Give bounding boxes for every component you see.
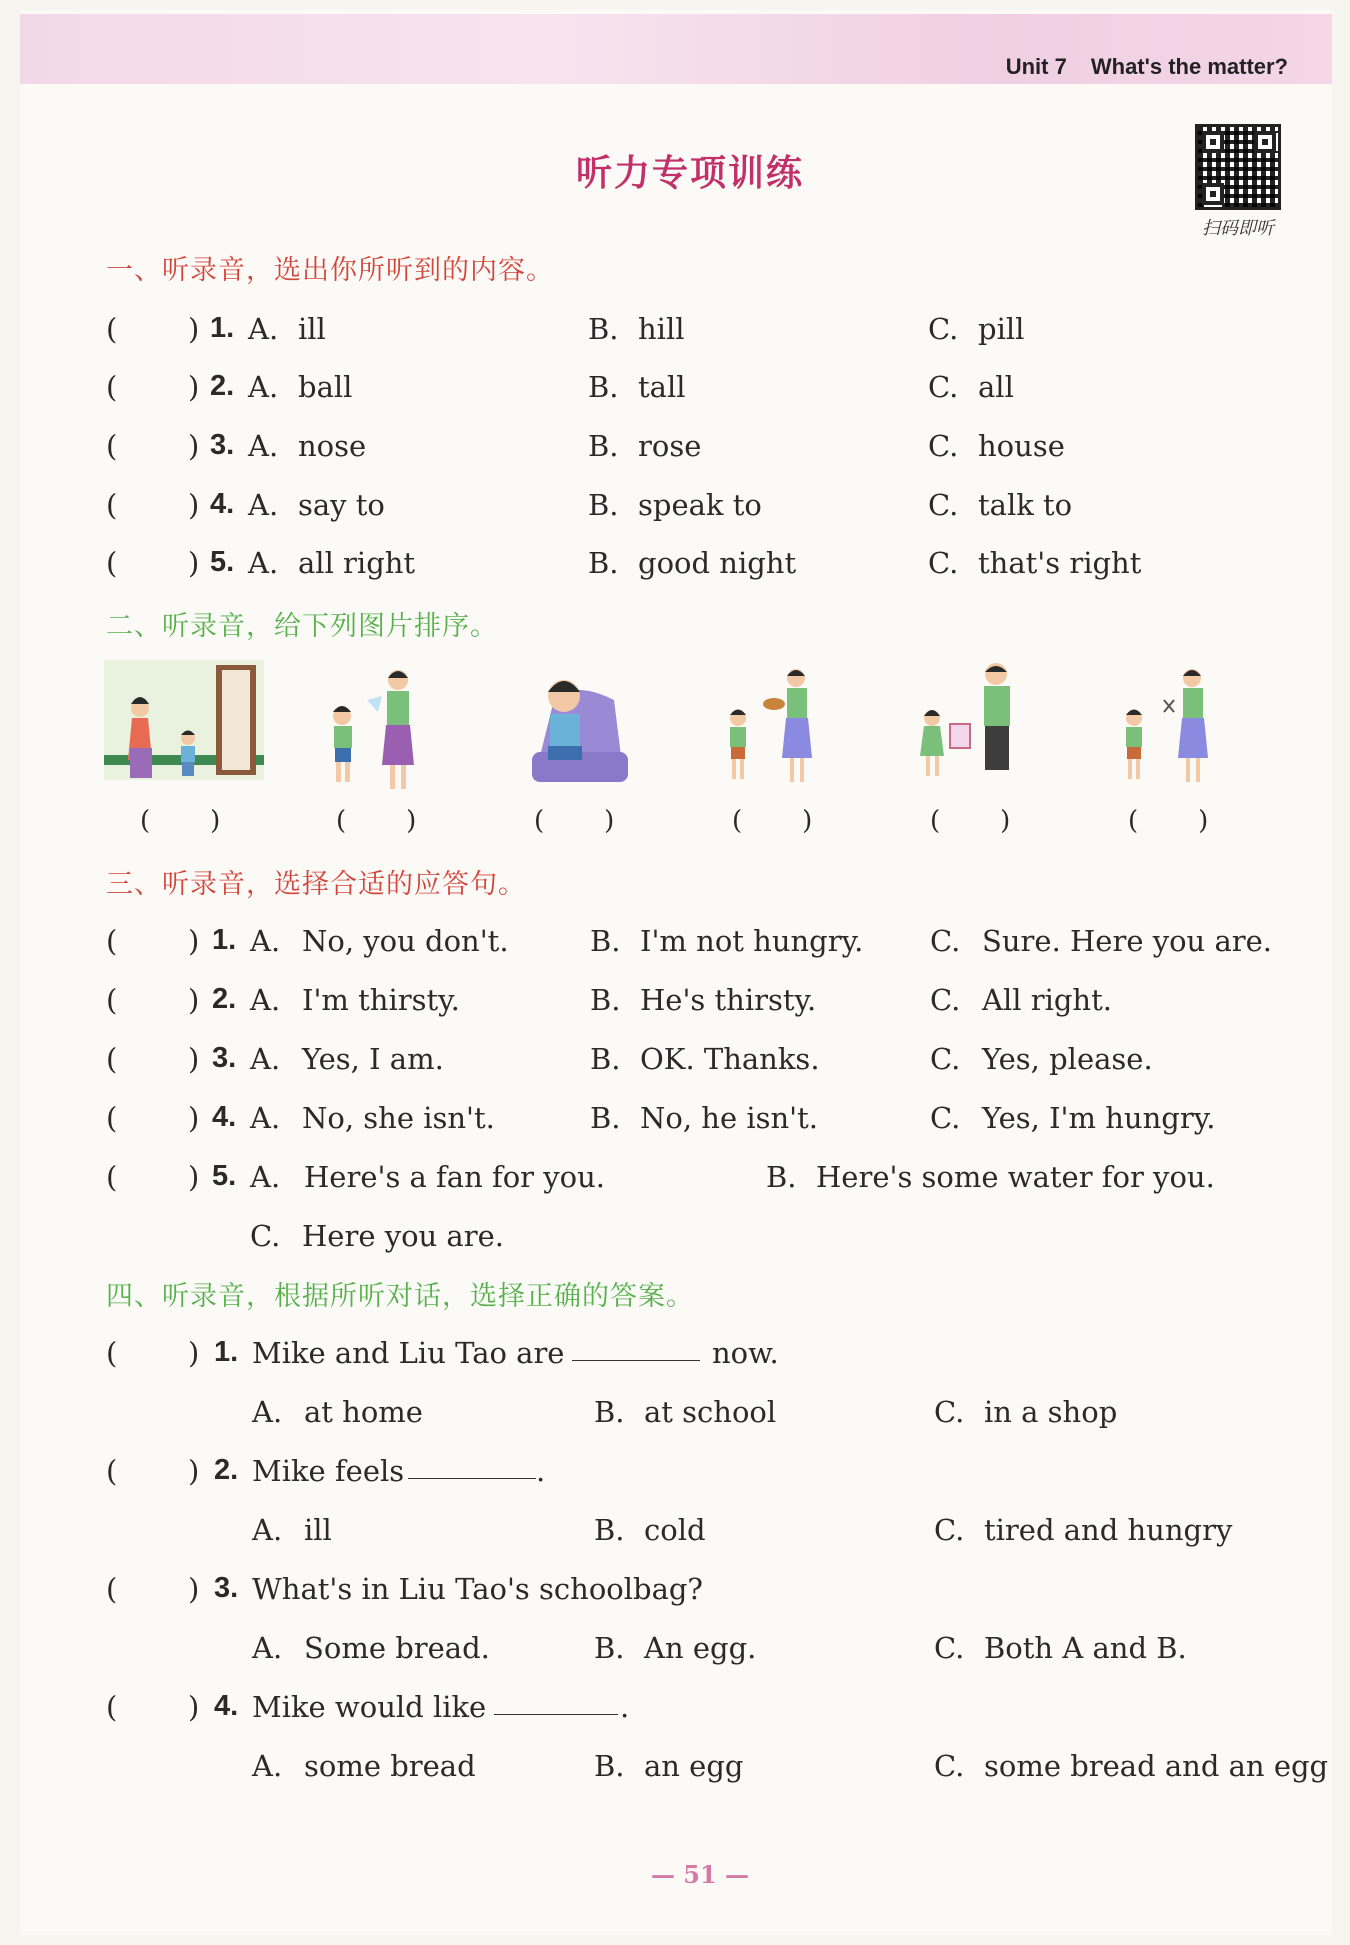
picture-3-answer[interactable]: ( ) [534, 806, 615, 836]
s4-q1-options: A. at home B. at school C. in a shop [252, 1395, 1118, 1429]
s1-q1: ( ) 1. A. ill B. hill C. pill [106, 312, 1025, 346]
unit-header [1006, 54, 1288, 80]
s3-q2: ( ) 2. A. I'm thirsty. B. He's thirsty. C. All right. [106, 983, 1112, 1017]
s4-q1-stem: ( ) 1. Mike and Liu Tao are now. [106, 1336, 779, 1370]
qr-code-icon[interactable] [1195, 124, 1281, 210]
unit-title: What's the matter? [1090, 54, 1288, 79]
s1-q4: ( ) 4. A. say to B. speak to C. talk to [106, 488, 1073, 522]
s3-q4: ( ) 4. A. No, she isn't. B. No, he isn't. C. Yes, I'm hungry. [106, 1101, 1216, 1135]
s3-q3: ( ) 3. A. Yes, I am. B. OK. Thanks. C. Yes, please. [106, 1042, 1153, 1076]
qr-caption: 扫码即听 [1202, 218, 1274, 239]
s3-q5: ( ) 5. A. Here's a fan for you. B. Here's some water for you. [106, 1160, 1215, 1194]
section-4-title: 四、听录音，根据所听对话，选择正确的答案。 [106, 1281, 694, 1312]
page-title: 听力专项训练 [575, 153, 804, 194]
answer-blank[interactable] [572, 1336, 700, 1361]
picture-5-photo [910, 660, 1040, 800]
s4-q3-options: A. Some bread. B. An egg. C. Both A and B. [252, 1631, 1187, 1665]
page-number: — 51 — [650, 1860, 750, 1889]
picture-4-answer[interactable]: ( ) [732, 806, 813, 836]
picture-4-hamburger [712, 660, 842, 800]
s3-q5-c: C. Here you are. [250, 1219, 504, 1253]
picture-2-drink [312, 660, 442, 800]
s1-q5: ( ) 5. A. all right B. good night C. that's right [106, 546, 1142, 580]
picture-6-scissors [1108, 660, 1238, 800]
answer-blank[interactable] [408, 1454, 536, 1479]
answer-blank[interactable] [494, 1690, 618, 1715]
s3-q1: ( ) 1. A. No, you don't. B. I'm not hungry. C. Sure. Here you are. [106, 924, 1272, 958]
s4-q4-stem: ( ) 4. Mike would like . [106, 1690, 630, 1724]
s4-q3-stem: ( ) 3. What's in Liu Tao's schoolbag? [106, 1572, 703, 1606]
s1-q2: ( ) 2. A. ball B. tall C. all [106, 370, 1014, 404]
picture-1-doorway [104, 660, 264, 800]
picture-3-sofa [514, 660, 644, 800]
section-3-title: 三、听录音，选择合适的应答句。 [106, 869, 526, 900]
s4-q2-options: A. ill B. cold C. tired and hungry [252, 1513, 1233, 1547]
unit-label: Unit 7 [1005, 54, 1067, 79]
s4-q2-stem: ( ) 2. Mike feels . [106, 1454, 546, 1488]
s1-q3: ( ) 3. A. nose B. rose C. house [106, 429, 1065, 463]
picture-1-answer[interactable]: ( ) [140, 806, 221, 836]
section-2-title: 二、听录音，给下列图片排序。 [106, 611, 498, 642]
s4-q4-options: A. some bread B. an egg C. some bread and an egg [252, 1749, 1329, 1783]
picture-2-answer[interactable]: ( ) [336, 806, 417, 836]
picture-6-answer[interactable]: ( ) [1128, 806, 1209, 836]
picture-5-answer[interactable]: ( ) [930, 806, 1011, 836]
section-1-title: 一、听录音，选出你所听到的内容。 [106, 255, 554, 286]
